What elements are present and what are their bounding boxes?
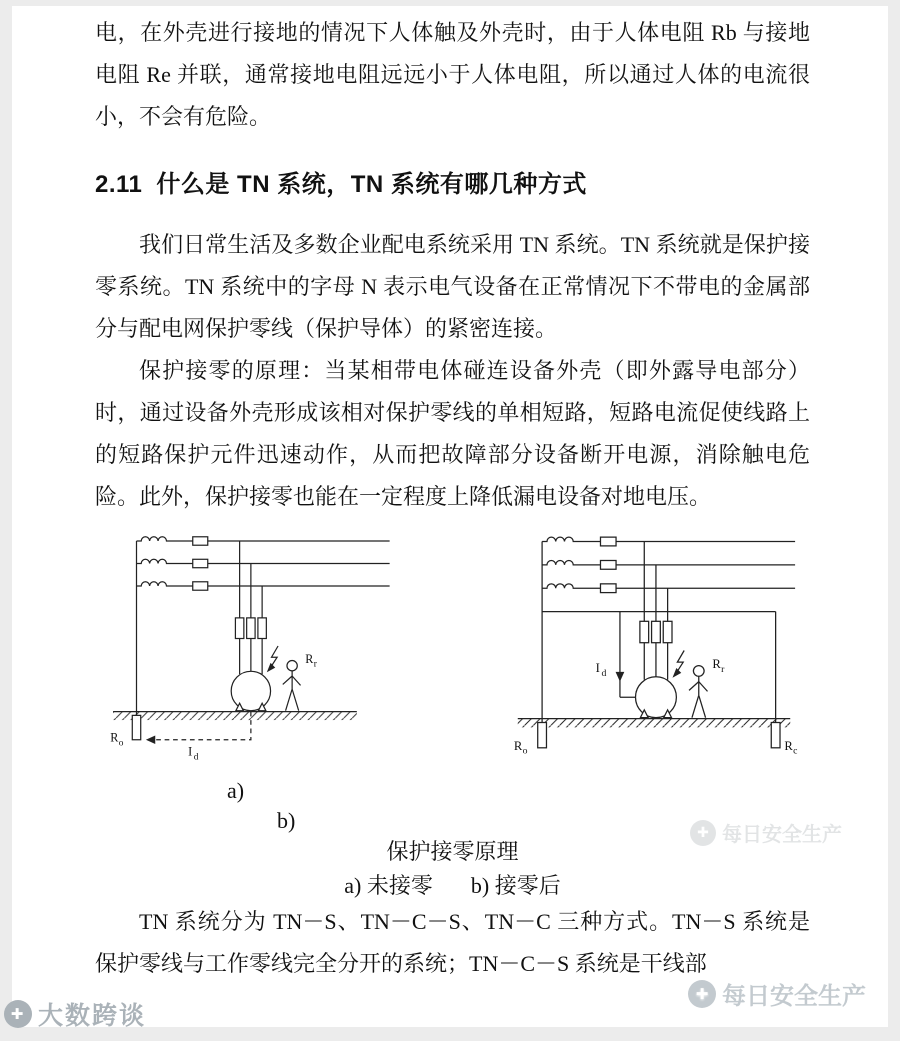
watermark-text: 每日安全生产 — [722, 824, 842, 846]
person-figure — [689, 666, 707, 718]
svg-text:o: o — [118, 738, 124, 749]
ground-hatch — [113, 712, 357, 720]
figure-legend-b: b) 接零后 — [470, 873, 561, 898]
earth-rod-rc — [771, 723, 780, 748]
earth-rod-ro — [132, 715, 140, 739]
watermark-logo-icon: ✚ — [688, 980, 716, 1008]
watermark-bottom-right — [688, 976, 866, 1011]
svg-text:d: d — [601, 667, 607, 679]
phase-lines — [542, 537, 795, 588]
section-title: 什么是 TN 系统，TN 系统有哪几种方式 — [156, 171, 587, 198]
current-arrowhead — [146, 736, 155, 744]
service-drop — [640, 542, 672, 680]
motor-circle — [636, 677, 677, 718]
label-rc: R — [784, 738, 793, 753]
fault-arrow-icon — [267, 646, 278, 672]
label-id: I — [595, 660, 600, 675]
diagram-b-after-grounding — [498, 524, 810, 777]
phase-lines — [137, 537, 390, 586]
figure-legend — [95, 871, 810, 901]
figure-tn-diagrams — [95, 524, 810, 777]
figure-label-a: a) — [227, 778, 245, 803]
intro-paragraph: 电，在外壳进行接地的情况下人体触及外壳时，由于人体电阻 Rb 与接地电阻 Re 并联，通常接地电阻远远小于人体电阻，所以通过人体的电流很小，不会有危险。 — [95, 20, 810, 129]
label-id: I — [188, 744, 193, 759]
document-page — [12, 6, 888, 1027]
svg-text:d: d — [193, 752, 199, 763]
watermark-text: 大数跨谈 — [38, 1002, 147, 1030]
service-drop — [235, 541, 266, 674]
label-rr: R — [305, 651, 314, 666]
figure-label-b: b) — [277, 808, 296, 833]
watermark-logo-icon: ✚ — [690, 820, 716, 846]
svg-text:r: r — [313, 659, 317, 670]
motor-circle — [231, 671, 270, 710]
label-ro: R — [110, 730, 119, 745]
paragraph-principle: 保护接零的原理：当某相带电体碰连设备外壳（即外露导电部分）时，通过设备外壳形成该相对保护零线的单相短路，短路电流促使线路上的短路保护元件迅速动作，从而把故障部分设备断开电源，消除触电危险。此外，保护接零也能在一定程度上降低漏电设备对地电压。 — [95, 358, 810, 509]
line-fuses — [193, 537, 208, 590]
figure-legend-a: a) 未接零 — [344, 873, 433, 898]
ground-hatch — [518, 719, 790, 728]
person-figure — [283, 661, 301, 711]
label-rr: R — [712, 657, 721, 672]
section-heading — [95, 168, 810, 202]
watermark-bottom-left — [4, 996, 146, 1032]
section-number: 2.11 — [95, 171, 143, 198]
figure-caption: 保护接零原理 — [386, 839, 519, 864]
svg-text:c: c — [793, 745, 798, 757]
earth-rod-ro — [538, 723, 547, 748]
pe-connection — [616, 612, 636, 698]
line-fuses — [600, 537, 616, 592]
paragraph-tn-types: TN 系统分为 TN－S、TN－C－S、TN－C 三种方式。TN－S 系统是保护零线与工作零线完全分开的系统；TN－C－S 系统是干线部 — [95, 909, 810, 976]
watermark-text: 每日安全生产 — [722, 983, 866, 1010]
paragraph-tn-intro: 我们日常生活及多数企业配电系统采用 TN 系统。TN 系统就是保护接零系统。TN 系统中的字母 N 表示电气设备在正常情况下不带电的金属部分与配电网保护零线（保护导体）的紧密连接。 — [95, 232, 810, 341]
label-ro: R — [513, 738, 523, 753]
watermark-mid-right — [690, 818, 842, 847]
fault-arrow-icon — [672, 651, 684, 678]
diagram-a-before-grounding — [99, 524, 399, 768]
svg-text:r: r — [721, 663, 725, 675]
svg-text:o: o — [522, 745, 528, 757]
watermark-logo-icon: ✚ — [4, 1000, 32, 1028]
